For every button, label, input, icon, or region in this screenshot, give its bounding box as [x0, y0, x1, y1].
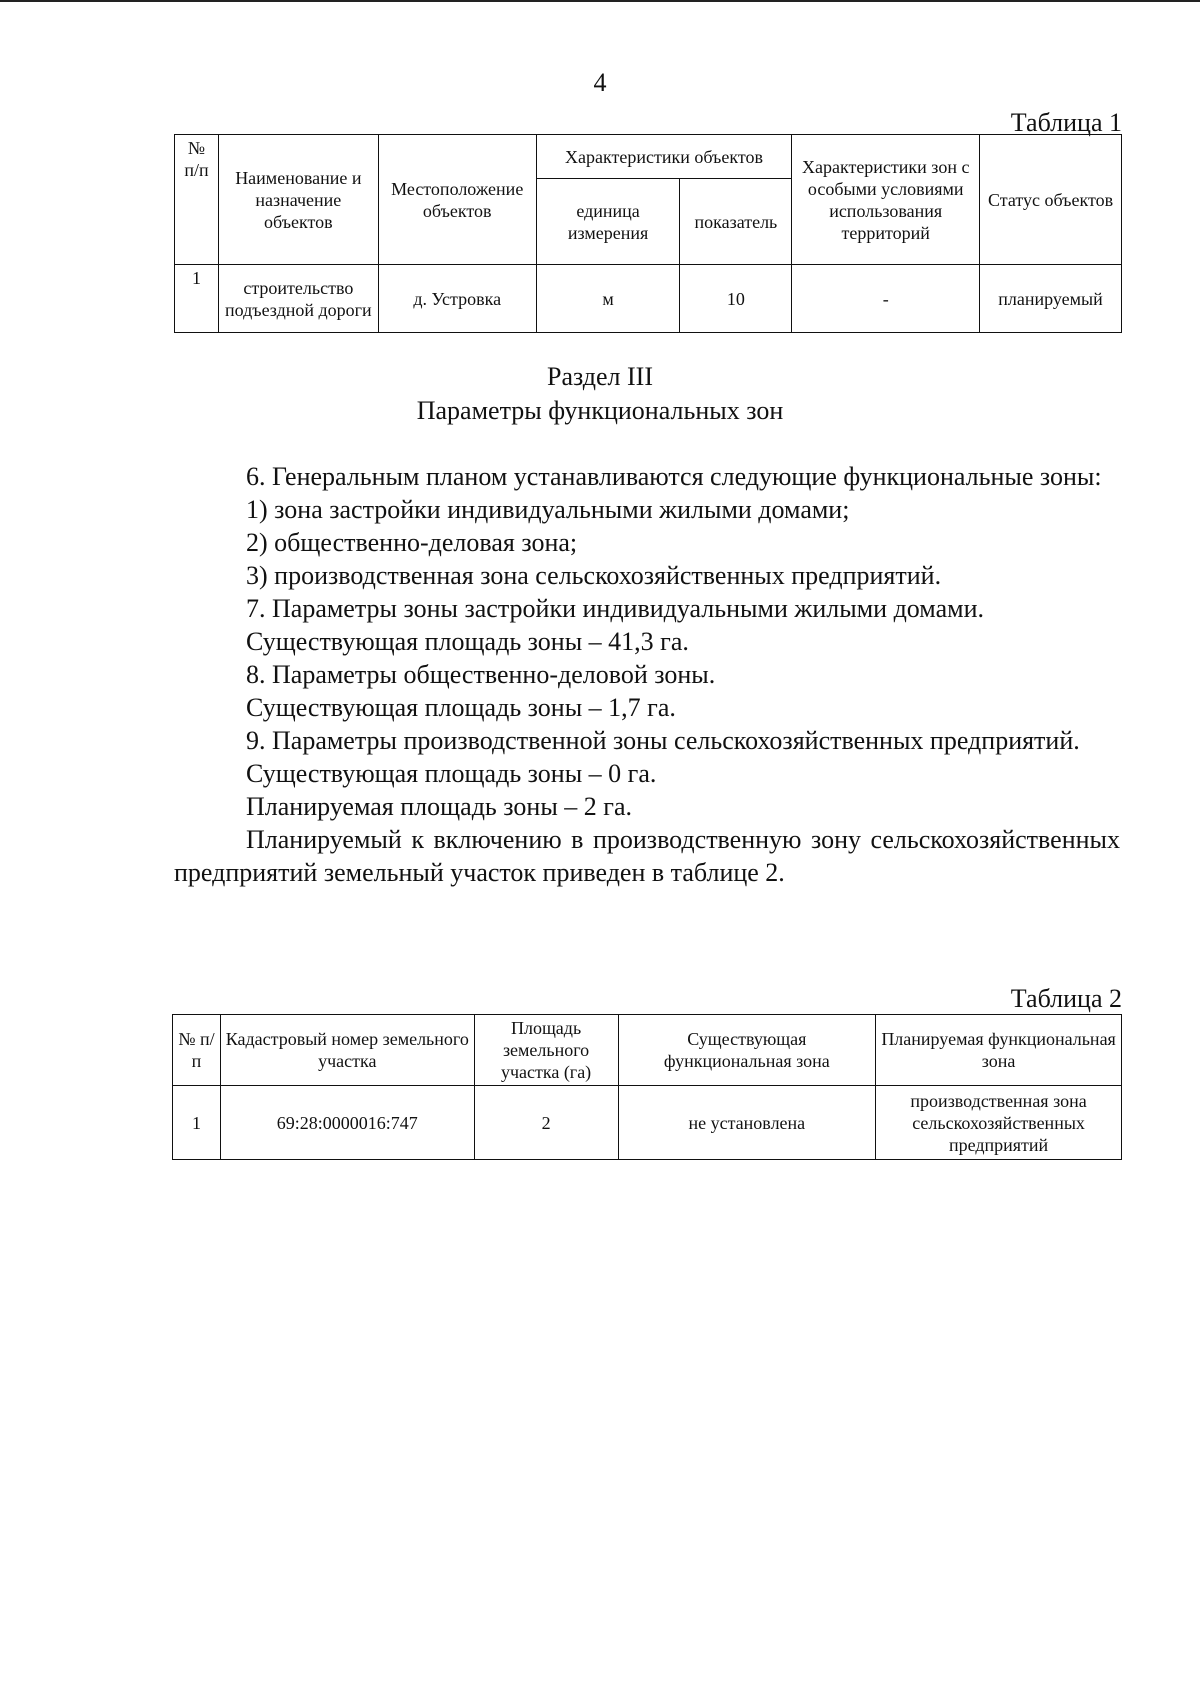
table1-header-zones: Характеристики зон с особыми условиями использования территорий: [792, 135, 980, 265]
paragraph-9-note: Планируемый к включению в производственную зону сельскохозяйственных предприятий земельный участок приведен в таблице 2.: [174, 825, 1120, 887]
table1-row: [175, 265, 1122, 333]
table1-cell-location: д. Устровка: [378, 265, 536, 333]
table1-cell-status: планируемый: [980, 265, 1122, 333]
page-number: 4: [593, 68, 607, 97]
table1-header-status: Статус объектов: [980, 135, 1122, 265]
table2-cell-existing: не установлена: [618, 1086, 876, 1160]
table1-caption: Таблица 1: [1010, 108, 1122, 137]
table1-header-unit: единица измерения: [536, 179, 680, 265]
table2-header-area: Площадь земельного участка (га): [474, 1015, 618, 1086]
body-text: [174, 460, 1120, 889]
list-item-2: 2) общественно-деловая зона;: [246, 528, 578, 557]
list-item-3: 3) производственная зона сельскохозяйственных предприятий.: [246, 561, 942, 590]
paragraph-8: 8. Параметры общественно-деловой зоны.: [246, 660, 716, 689]
table2-cell-num: 1: [173, 1086, 221, 1160]
table1-cell-name: строительство подъездной дороги: [218, 265, 378, 333]
table2-header-cadastral: Кадастровый номер земельного участка: [220, 1015, 474, 1086]
table2-caption: Таблица 2: [1010, 984, 1122, 1013]
table2-header-num: № п/п: [173, 1015, 221, 1086]
table1-header-characteristics: Характеристики объектов: [536, 135, 792, 179]
list-item-1: 1) зона застройки индивидуальными жилыми домами;: [246, 495, 850, 524]
table1-header-name: Наименование и назначение объектов: [218, 135, 378, 265]
table2: [172, 1014, 1122, 1160]
paragraph-9-planned: Планируемая площадь зоны – 2 га.: [246, 792, 632, 821]
paragraph-7: 7. Параметры зоны застройки индивидуальными жилыми домами.: [246, 594, 984, 623]
paragraph-9: 9. Параметры производственной зоны сельскохозяйственных предприятий.: [246, 726, 1080, 755]
section-subtitle: Параметры функциональных зон: [416, 396, 784, 425]
table2-cell-area: 2: [474, 1086, 618, 1160]
table2-header-planned: Планируемая функциональная зона: [876, 1015, 1122, 1086]
table1-cell-unit: м: [536, 265, 680, 333]
table1-header-location: Местоположение объектов: [378, 135, 536, 265]
table1: [174, 134, 1122, 333]
table1-header-indicator: показатель: [680, 179, 792, 265]
section-title: Раздел III: [546, 362, 654, 391]
table1-cell-indicator: 10: [680, 265, 792, 333]
table2-cell-planned: производственная зона сельскохозяйственных предприятий: [876, 1086, 1122, 1160]
table2-header-existing: Существующая функциональная зона: [618, 1015, 876, 1086]
paragraph-6: 6. Генеральным планом устанавливаются следующие функциональные зоны:: [246, 462, 1102, 491]
page-top-edge: [0, 0, 1200, 2]
table1-cell-zones: -: [792, 265, 980, 333]
paragraph-8-area: Существующая площадь зоны – 1,7 га.: [246, 693, 676, 722]
table1-cell-num: 1: [175, 265, 219, 333]
table1-header-num: № п/п: [175, 135, 219, 265]
paragraph-7-area: Существующая площадь зоны – 41,3 га.: [246, 627, 689, 656]
table2-row: [173, 1086, 1122, 1160]
paragraph-9-area: Существующая площадь зоны – 0 га.: [246, 759, 657, 788]
table2-cell-cadastral: 69:28:0000016:747: [220, 1086, 474, 1160]
